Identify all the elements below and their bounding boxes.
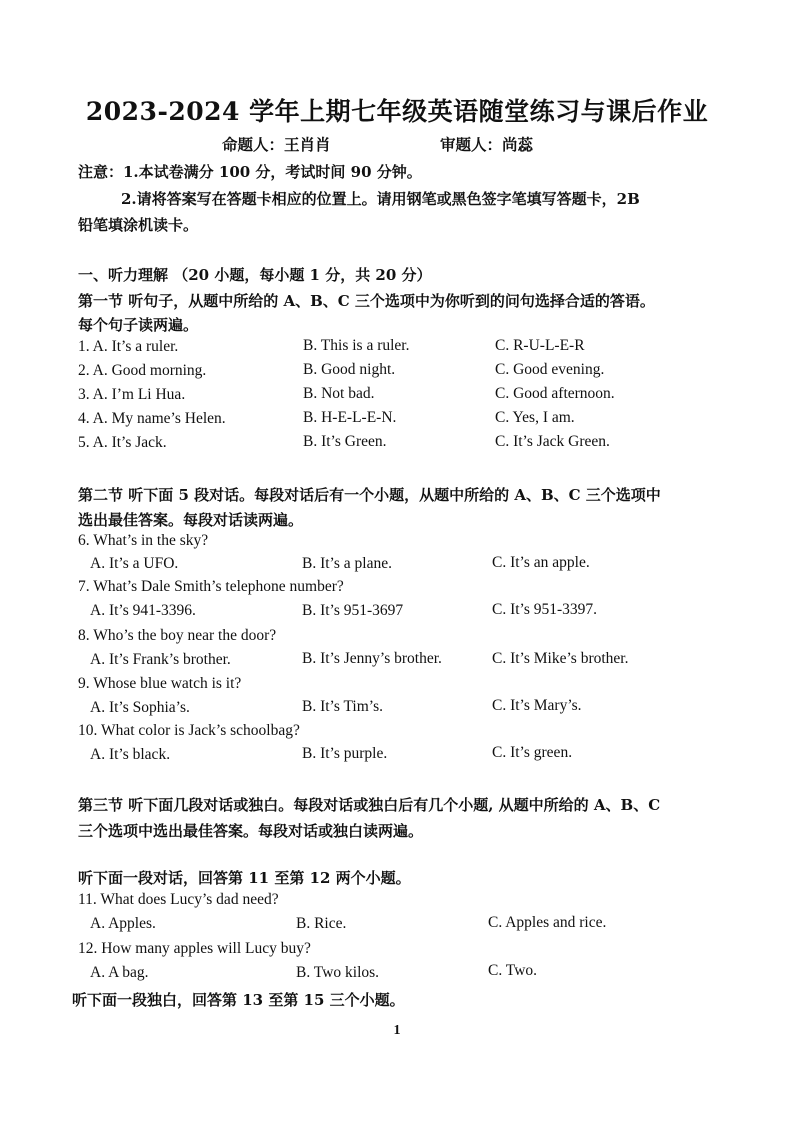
q9-option-c: C. It’s Mary’s. bbox=[492, 697, 582, 714]
q5-option-b: B. It’s Green. bbox=[303, 433, 387, 450]
q9-option-b: B. It’s Tim’s. bbox=[302, 698, 383, 715]
q12-option-b: B. Two kilos. bbox=[296, 964, 380, 981]
section3-instruction-2: 三个选项中选出最佳答案。每段对话或独白读两遍。 bbox=[78, 822, 424, 840]
q11-stem: 11. What does Lucy’s dad need? bbox=[78, 891, 279, 908]
q5-option-c: C. It’s Jack Green. bbox=[495, 433, 610, 450]
q1-option-c: C. R-U-L-E-R bbox=[495, 337, 585, 354]
q10-option-b: B. It’s purple. bbox=[302, 745, 388, 762]
section1-instruction-2: 每个句子读两遍。 bbox=[78, 316, 199, 334]
section2-instruction-2: 选出最佳答案。每段对话读两遍。 bbox=[78, 511, 304, 529]
q3-option-c: C. Good afternoon. bbox=[495, 385, 615, 402]
note-line-1: 注意：1.本试卷满分 100 分，考试时间 90 分钟。 bbox=[78, 163, 422, 181]
q7-option-a: A. It’s 941-3396. bbox=[90, 602, 196, 619]
q2-option-a: 2. A. Good morning. bbox=[78, 362, 207, 379]
note-line-3: 铅笔填涂机读卡。 bbox=[78, 216, 199, 234]
q10-option-a: A. It’s black. bbox=[90, 746, 171, 763]
q6-stem: 6. What’s in the sky? bbox=[78, 532, 209, 549]
question-setter: 命题人：王肖肖 bbox=[222, 135, 331, 154]
q3-option-b: B. Not bad. bbox=[303, 385, 375, 402]
q4-option-c: C. Yes, I am. bbox=[495, 409, 575, 426]
q7-option-b: B. It’s 951-3697 bbox=[302, 602, 404, 619]
q9-stem: 9. Whose blue watch is it? bbox=[78, 675, 242, 692]
q2-option-b: B. Good night. bbox=[303, 361, 396, 378]
q4-option-a: 4. A. My name’s Helen. bbox=[78, 410, 226, 427]
q12-option-a: A. A bag. bbox=[90, 964, 149, 981]
q5-option-a: 5. A. It’s Jack. bbox=[78, 434, 167, 451]
section3-instruction-1: 第三节 听下面几段对话或独白。每段对话或独白后有几个小题, 从题中所给的 A、B、C bbox=[78, 796, 661, 814]
q12-option-c: C. Two. bbox=[488, 962, 538, 979]
q11-option-a: A. Apples. bbox=[90, 915, 156, 932]
q8-option-b: B. It’s Jenny’s brother. bbox=[302, 650, 442, 667]
q6-option-a: A. It’s a UFO. bbox=[90, 555, 179, 572]
section2-instruction-1: 第二节 听下面 5 段对话。每段对话后有一个小题，从题中所给的 A、B、C 三个选项中 bbox=[78, 486, 661, 504]
q10-stem: 10. What color is Jack’s schoolbag? bbox=[78, 722, 300, 739]
q11-option-b: B. Rice. bbox=[296, 915, 347, 932]
page-title: 2023-2024 学年上期七年级英语随堂练习与课后作业 bbox=[85, 97, 709, 126]
q8-stem: 8. Who’s the boy near the door? bbox=[78, 627, 277, 644]
q8-option-c: C. It’s Mike’s brother. bbox=[492, 650, 629, 667]
q9-option-a: A. It’s Sophia’s. bbox=[90, 699, 190, 716]
note-line-2: 2.请将答案写在答题卡相应的位置上。请用钢笔或黑色签字笔填写答题卡，2B bbox=[121, 190, 640, 208]
q1-option-b: B. This is a ruler. bbox=[303, 337, 410, 354]
q7-stem: 7. What’s Dale Smith’s telephone number? bbox=[78, 578, 344, 595]
q2-option-c: C. Good evening. bbox=[495, 361, 605, 378]
q3-option-a: 3. A. I’m Li Hua. bbox=[78, 386, 186, 403]
question-reviewer: 审题人：尚蕊 bbox=[440, 135, 534, 154]
q10-option-c: C. It’s green. bbox=[492, 744, 573, 761]
section3-intro-dialog: 听下面一段对话，回答第 11 至第 12 两个小题。 bbox=[78, 869, 411, 887]
q11-option-c: C. Apples and rice. bbox=[488, 914, 607, 931]
q6-option-b: B. It’s a plane. bbox=[302, 555, 392, 572]
section3-intro-monologue: 听下面一段独白，回答第 13 至第 15 三个小题。 bbox=[72, 991, 405, 1009]
section1-instruction-1: 第一节 听句子，从题中所给的 A、B、C 三个选项中为你听到的问句选择合适的答语。 bbox=[78, 292, 655, 310]
q6-option-c: C. It’s an apple. bbox=[492, 554, 590, 571]
authors-line bbox=[222, 133, 534, 155]
q4-option-b: B. H-E-L-E-N. bbox=[303, 409, 397, 426]
q8-option-a: A. It’s Frank’s brother. bbox=[90, 651, 231, 668]
part1-heading: 一、听力理解 （20 小题，每小题 1 分，共 20 分） bbox=[78, 266, 432, 284]
page-number: 1 bbox=[393, 1023, 401, 1038]
q7-option-c: C. It’s 951-3397. bbox=[492, 601, 598, 618]
q12-stem: 12. How many apples will Lucy buy? bbox=[78, 940, 311, 957]
q1-option-a: 1. A. It’s a ruler. bbox=[78, 338, 179, 355]
